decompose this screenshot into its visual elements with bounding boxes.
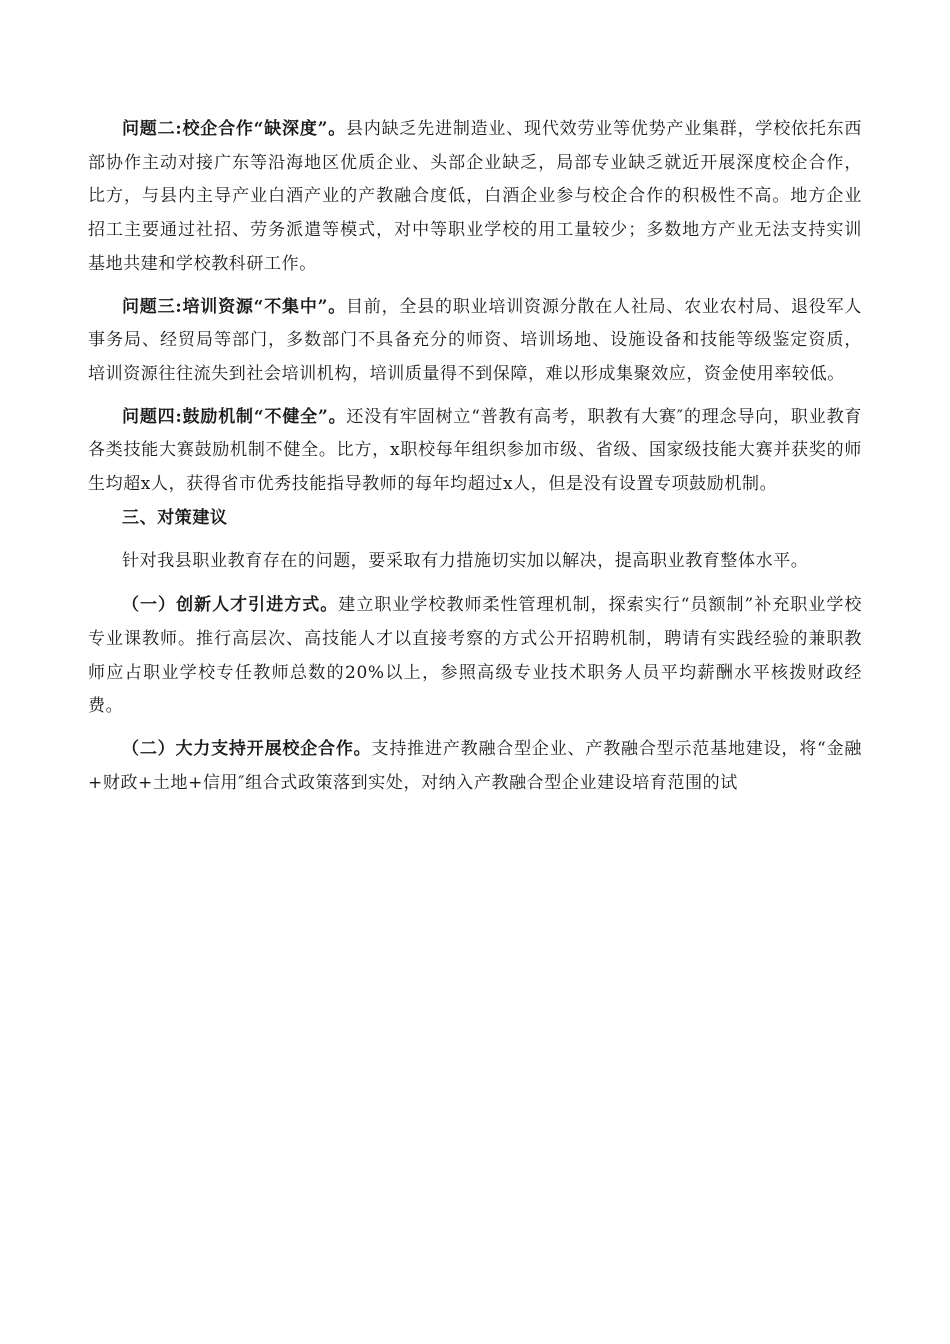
problem-four-lead: 问题四:鼓励机制“不健全”。 [122,406,347,427]
problem-four-paragraph [88,401,862,502]
problem-four-body: 还没有牢固树立“普教有高考，职教有大赛″的理念导向，职业教育各类技能大赛鼓励机制不健全。比方，x职校每年组织参加市级、省级、国家级技能大赛并获奖的师生均超x人，获得省市优秀技能指导教师的每年均超过x人，但是没有设置专项鼓励机制。 [88,406,863,495]
problem-three-lead: 问题三:培训资源“不集中”。 [122,296,347,317]
measure-two-body: 支持推进产教融合型企业、产教融合型示范基地建设，将“金融+财政+土地+信用″组合式政策落到实处，对纳入产教融合型企业建设培育范围的试 [88,738,862,793]
measure-one-body: 建立职业学校教师柔性管理机制，探索实行“员额制”补充职业学校专业课教师。推行高层次、高技能人才以直接考察的方式公开招聘机制，聘请有实践经验的兼职教师应占职业学校专任教师总数的20%以上，参照高级专业技术职务人员平均薪酬水平核拨财政经费。 [88,595,862,717]
problem-three-body: 目前，全县的职业培训资源分散在人社局、农业农村局、退役军人事务局、经贸局等部门，多数部门不具备充分的师资、培训场地、设施设备和技能等级鉴定资质，培训资源往往流失到社会培训机构，培训质量得不到保障，难以形成集聚效应，资金使用率较低。 [88,296,863,384]
problem-three-paragraph [88,291,862,392]
measure-one-lead: （一）创新人才引进方式。 [122,595,339,616]
problem-two-body: 县内缺乏先进制造业、现代效劳业等优势产业集群，学校依托东西部协作主动对接广东等沿海地区优质企业、头部企业缺乏，局部专业缺乏就近开展深度校企合作，比方，与县内主导产业白酒产业的产教融合度低，白酒企业参与校企合作的积极性不高。地方企业招工主要通过社招、劳务派遣等模式，对中等职业学校的用工量较少；多数地方产业无法支持实训基地共建和学校教科研工作。 [88,119,863,274]
intro-paragraph: 针对我县职业教育存在的问题，要采取有力措施切实加以解决，提高职业教育整体水平。 [122,551,809,572]
document-page [88,113,862,800]
problem-two-paragraph [88,113,862,282]
section-three-heading: 三、对策建议 [122,507,228,528]
measure-two-lead: （二）大力支持开展校企合作。 [122,738,372,759]
measure-one-paragraph [88,589,862,724]
measure-two-paragraph [88,733,862,800]
problem-two-lead: 问题二:校企合作“缺深度”。 [122,119,347,139]
